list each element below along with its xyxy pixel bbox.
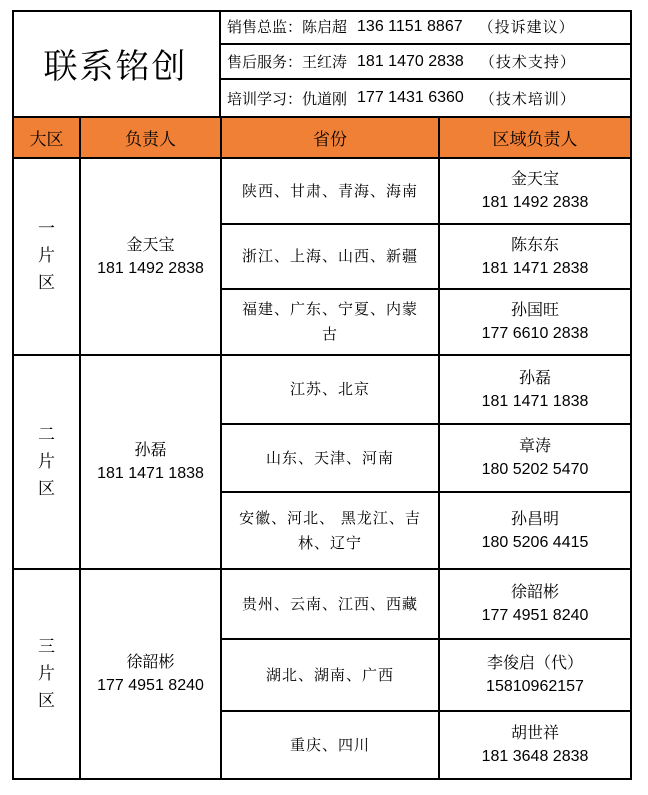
region-label-char: 区 [38,273,55,293]
area-owner-cell [440,425,632,493]
region-owner [81,570,222,780]
area-owner-phone: 177 6610 2838 [481,325,589,342]
region-label-char: 二 [38,424,55,445]
region-owner-name: 孙磊 [134,440,167,459]
area-owner-cell [440,225,632,290]
header-owner: 负责人 [79,116,222,159]
region-label-char: 片 [38,246,55,266]
region-label-char: 区 [38,690,55,711]
province-cell: 重庆、四川 [222,712,440,780]
region-owner-name: 金天宝 [126,234,175,254]
area-owner-cell [440,356,632,425]
province-cell: 福建、广东、宁夏、内蒙古 [222,290,440,356]
area-owner-name: 李俊启（代） [486,653,583,672]
contact-row-training [221,80,632,116]
area-owner-name: 胡世祥 [510,723,559,742]
province-cell: 山东、天津、河南 [222,425,440,493]
area-owner-name: 陈东东 [510,234,559,254]
region-owner-name: 徐韶彬 [126,652,175,671]
area-owner-phone: 181 1471 1838 [481,392,589,410]
region-label [12,356,81,570]
contact-phone: 181 1470 2838 [357,52,464,70]
area-owner-cell [440,159,632,225]
province-cell: 陕西、甘肃、青海、海南 [222,159,440,225]
area-owner-cell [440,493,632,570]
province-cell: 安徽、河北、 黑龙江、吉林、辽宁 [222,493,440,570]
area-owner-phone: 181 3648 2838 [481,748,589,765]
area-owner-name: 章涛 [518,436,551,455]
region-owner-phone: 177 4951 8240 [97,677,204,694]
contact-row-sales-director [221,10,632,45]
contact-role: 销售总监： [227,18,303,36]
region-owner [81,159,222,356]
region-label-char: 三 [38,636,55,657]
area-owner-phone: 181 1471 2838 [481,259,589,277]
contact-name: 陈启超 [302,18,348,36]
region-owner-phone: 181 1492 2838 [97,259,204,277]
area-owner-cell [440,570,632,640]
contact-phone: 136 1151 8867 [357,17,463,35]
area-owner-name: 孙国旺 [510,300,559,319]
area-owner-name: 孙磊 [518,367,551,387]
contact-row-after-sales [221,45,632,80]
province-cell: 湖北、湖南、广西 [222,640,440,712]
header-province: 省份 [220,116,440,159]
region-label [12,570,81,780]
contact-phone: 177 1431 6360 [357,89,464,106]
contact-name: 仇道刚 [302,89,348,108]
page-title: 联系铭创 [12,10,221,116]
province-cell: 浙江、上海、山西、新疆 [222,225,440,290]
contact-role: 售后服务： [227,53,303,71]
area-owner-phone: 181 1492 2838 [481,194,589,211]
header-region: 大区 [12,116,81,159]
header-area-owner: 区域负责人 [438,116,632,159]
region-label-char: 片 [38,451,55,472]
region-label-char: 片 [38,663,55,684]
contact-note: （投诉建议） [478,18,575,36]
area-owner-cell [440,290,632,356]
area-owner-cell [440,640,632,712]
contact-note: （技术支持） [479,53,576,71]
region-label [12,159,81,356]
province-cell: 贵州、云南、江西、西藏 [222,570,440,640]
contact-name: 王红涛 [302,53,348,71]
region-label-char: 区 [38,478,55,499]
contact-note: （技术培训） [479,89,576,108]
region-owner-phone: 181 1471 1838 [97,465,204,482]
area-owner-phone: 180 5202 5470 [481,461,589,478]
area-owner-cell [440,712,632,780]
region-owner [81,356,222,570]
region-label-char: 一 [38,219,55,239]
area-owner-name: 金天宝 [510,169,559,188]
area-owner-phone: 180 5206 4415 [481,533,589,551]
contact-role: 培训学习： [227,89,303,108]
province-cell: 江苏、北京 [222,356,440,425]
area-owner-name: 孙昌明 [510,508,559,528]
area-owner-phone: 177 4951 8240 [481,607,589,624]
area-owner-phone: 15810962157 [486,678,584,695]
area-owner-name: 徐韶彬 [510,582,559,601]
